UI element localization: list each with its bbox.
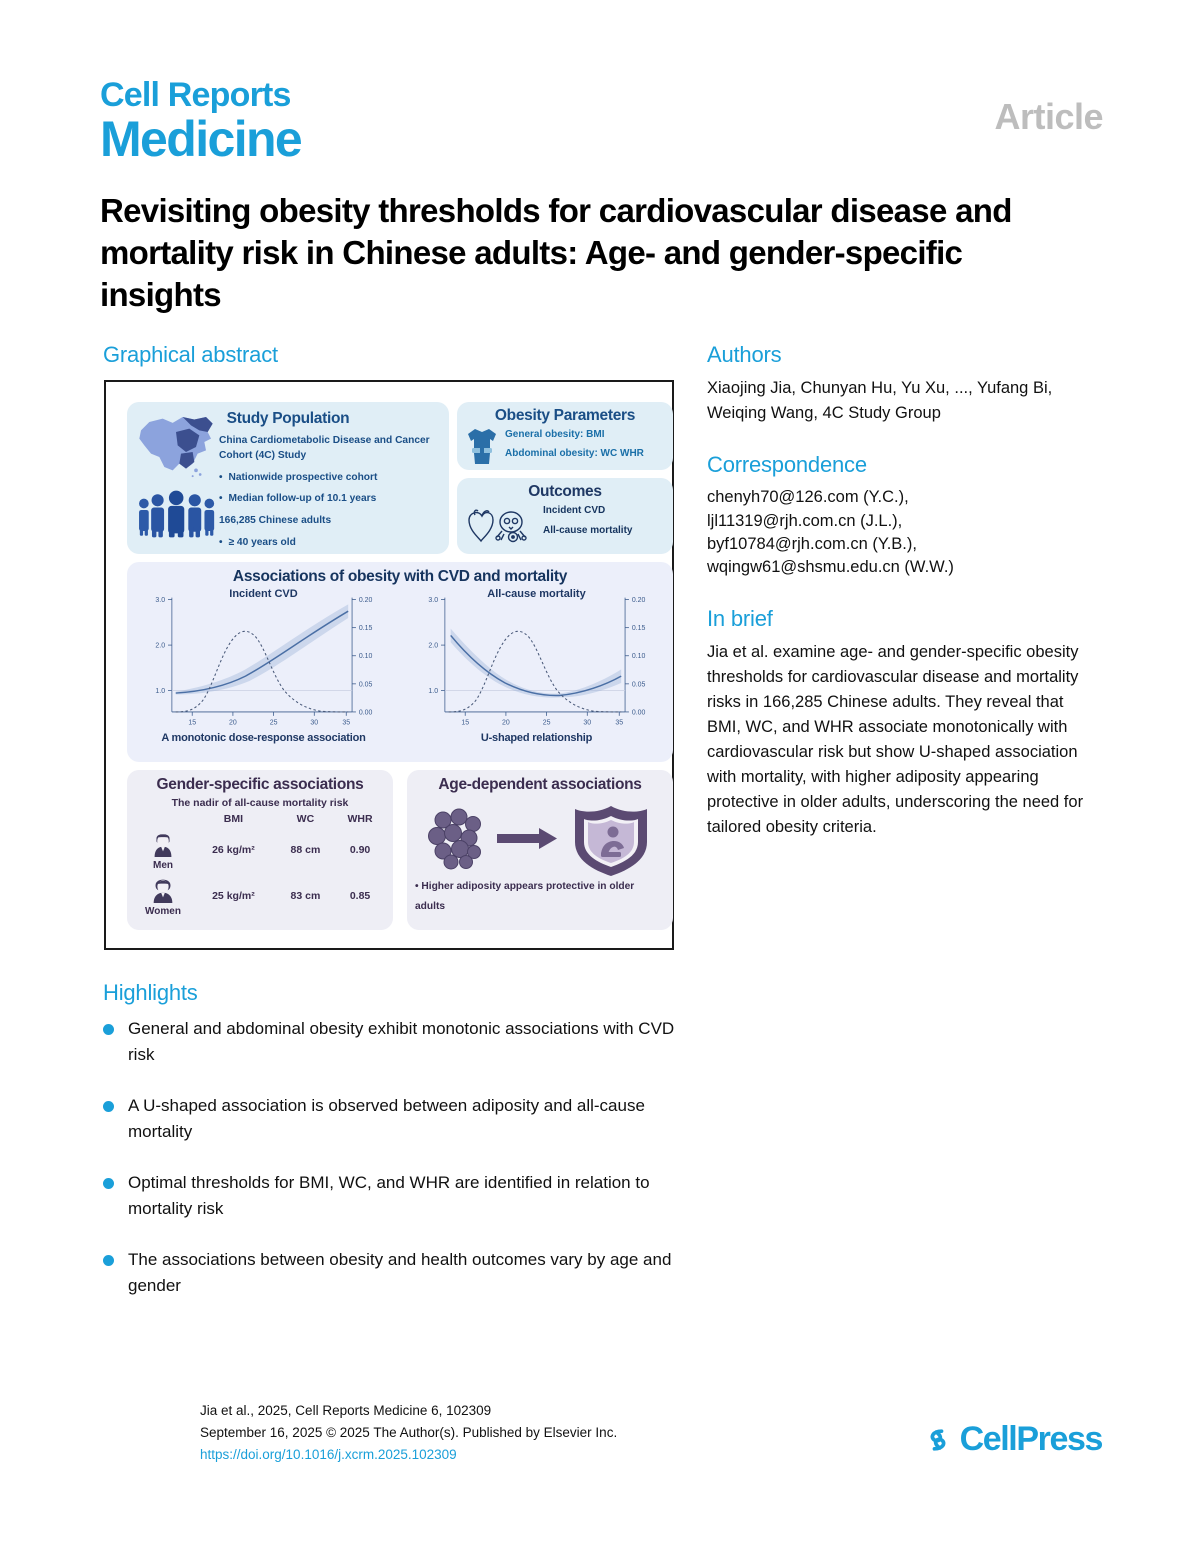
man-avatar-icon bbox=[143, 829, 183, 857]
page-title: Revisiting obesity thresholds for cardiovascular disease and mortality risk in Chinese adults: Age- and gender-specific insights bbox=[100, 192, 1012, 314]
table-header-row bbox=[135, 811, 385, 827]
bullet-dot-icon bbox=[103, 1101, 114, 1112]
heart-and-skull-icon bbox=[463, 506, 529, 546]
svg-text:1.0: 1.0 bbox=[428, 688, 439, 696]
study-bullet-2: • Median follow-up of 10.1 years bbox=[219, 492, 445, 507]
highlights-heading: Highlights bbox=[103, 980, 198, 1005]
obesity-parameters-title: Obesity Parameters bbox=[494, 407, 636, 424]
obesity-param-line-2: Abdominal obesity: WC WHR bbox=[505, 448, 644, 459]
authors-text: Xiaojing Jia, Chunyan Hu, Yu Xu, ..., Yufang Bi, Weiqing Wang, 4C Study Group bbox=[707, 379, 1053, 423]
study-population-body bbox=[219, 434, 445, 551]
women-whr: 0.85 bbox=[349, 890, 371, 902]
list-item bbox=[103, 1170, 703, 1221]
col-header-bmi: BMI bbox=[223, 813, 244, 825]
arrow-icon bbox=[497, 828, 557, 849]
study-bullet-1: • Nationwide prospective cohort bbox=[219, 471, 445, 486]
svg-text:0.20: 0.20 bbox=[631, 596, 646, 604]
svg-text:0.10: 0.10 bbox=[631, 653, 646, 661]
svg-text:0.15: 0.15 bbox=[631, 625, 646, 633]
col-header-whr: WHR bbox=[347, 813, 373, 825]
svg-text:0.05: 0.05 bbox=[631, 681, 646, 689]
chart-2-caption: U-shaped relationship bbox=[480, 732, 593, 744]
outcome-item-1: Incident CVD bbox=[543, 505, 606, 516]
chart-incident-cvd bbox=[127, 586, 400, 746]
highlight-text: General and abdominal obesity exhibit monotonic associations with CVD risk bbox=[128, 1019, 675, 1064]
svg-text:0.00: 0.00 bbox=[358, 709, 373, 717]
obesity-parameters-card bbox=[457, 402, 673, 470]
men-whr: 0.90 bbox=[349, 844, 371, 856]
authors-heading: Authors bbox=[707, 342, 782, 367]
torso-measurement-icon bbox=[465, 426, 499, 464]
woman-avatar-icon bbox=[143, 875, 183, 903]
blank-header bbox=[135, 811, 191, 827]
svg-text:2.0: 2.0 bbox=[428, 642, 439, 650]
footer-citation bbox=[200, 1400, 900, 1466]
row-label-men: Men bbox=[153, 860, 173, 871]
svg-text:0.00: 0.00 bbox=[631, 709, 646, 717]
list-item bbox=[103, 1093, 703, 1144]
graphical-abstract-heading: Graphical abstract bbox=[103, 342, 278, 367]
age-dependent-title: Age-dependent associations bbox=[438, 776, 642, 793]
sample-size: 166,285 Chinese adults bbox=[219, 515, 332, 527]
chart-1-title: Incident CVD bbox=[229, 588, 298, 600]
svg-text:25: 25 bbox=[542, 719, 551, 727]
svg-text:0.15: 0.15 bbox=[358, 625, 373, 633]
bullet-dot-icon: • bbox=[219, 493, 223, 505]
in-brief-block bbox=[707, 606, 1097, 841]
article-type-label: Article bbox=[994, 96, 1103, 137]
correspondence-email-2[interactable]: ljl11319@rjh.com.cn (J.L.), bbox=[707, 511, 903, 530]
gender-specific-card bbox=[127, 770, 393, 930]
journal-name-line2: Medicine bbox=[100, 111, 302, 167]
china-map-icon bbox=[133, 412, 219, 482]
svg-text:30: 30 bbox=[310, 719, 319, 727]
cellpress-wordmark: CellPress bbox=[959, 1420, 1102, 1458]
cohort-name: China Cardiometabolic Disease and Cancer Cohort (4C) Study bbox=[219, 435, 430, 461]
bullet-dot-icon bbox=[103, 1255, 114, 1266]
publication-line: September 16, 2025 © 2025 The Author(s). Published by Elsevier Inc. bbox=[200, 1424, 618, 1440]
associations-card bbox=[127, 562, 673, 762]
svg-text:0.05: 0.05 bbox=[358, 681, 373, 689]
svg-text:3.0: 3.0 bbox=[155, 596, 166, 604]
bullet-dot-icon bbox=[103, 1178, 114, 1189]
svg-text:15: 15 bbox=[188, 719, 197, 727]
list-item bbox=[103, 1016, 703, 1067]
svg-text:30: 30 bbox=[583, 719, 592, 727]
bullet-dot-icon: • bbox=[219, 536, 223, 548]
outcomes-list bbox=[543, 501, 665, 541]
chart-2-svg bbox=[400, 586, 668, 741]
women-bmi: 25 kg/m² bbox=[212, 890, 255, 902]
fat-cells-icon bbox=[429, 809, 481, 869]
shield-protection-icon bbox=[575, 806, 647, 876]
right-column bbox=[707, 342, 1097, 866]
study-population-title: Study Population bbox=[226, 410, 350, 427]
gender-nadir-table bbox=[135, 811, 385, 919]
svg-text:20: 20 bbox=[502, 719, 510, 727]
col-header-wc: WC bbox=[296, 813, 315, 825]
svg-text:20: 20 bbox=[229, 719, 237, 727]
highlight-text: A U-shaped association is observed between adiposity and all-cause mortality bbox=[128, 1096, 645, 1141]
in-brief-text: Jia et al. examine age- and gender-specific obesity thresholds for cardiovascular disease and mortality risks in 166,285 Chinese adults. They reveal that BMI, WC, and WHR associate monotonically with cardiovascular risk but show U-shaped association with mortality, with higher adiposity appearing protective in older adults, underscoring the need for tailored obesity criteria. bbox=[707, 642, 1084, 837]
svg-text:1.0: 1.0 bbox=[155, 688, 166, 696]
authors-block bbox=[707, 342, 1097, 426]
svg-text:0.10: 0.10 bbox=[358, 653, 373, 661]
list-item bbox=[103, 1247, 703, 1298]
correspondence-block bbox=[707, 452, 1097, 580]
table-row bbox=[135, 827, 385, 873]
associations-title: Associations of obesity with CVD and mortality bbox=[232, 568, 568, 585]
correspondence-email-4[interactable]: wqingw61@shsmu.edu.cn (W.W.) bbox=[707, 558, 954, 577]
journal-masthead bbox=[100, 76, 302, 167]
study-population-card bbox=[127, 402, 449, 554]
svg-text:3.0: 3.0 bbox=[428, 596, 439, 604]
men-icon-cell bbox=[135, 827, 191, 873]
journal-name-line1: Cell Reports bbox=[100, 76, 291, 114]
gender-specific-subtitle: The nadir of all-cause mortality risk bbox=[171, 797, 349, 809]
svg-text:35: 35 bbox=[615, 719, 624, 727]
chart-1-caption: A monotonic dose-response association bbox=[161, 732, 366, 744]
graphical-abstract-figure bbox=[104, 380, 674, 950]
associations-charts bbox=[127, 586, 673, 746]
people-group-icon bbox=[135, 488, 219, 544]
highlight-text: Optimal thresholds for BMI, WC, and WHR are identified in relation to mortality risk bbox=[128, 1173, 650, 1218]
svg-text:15: 15 bbox=[461, 719, 470, 727]
svg-text:25: 25 bbox=[269, 719, 278, 727]
highlights-section bbox=[103, 980, 703, 1324]
age-dependent-card bbox=[407, 770, 673, 930]
women-icon-cell bbox=[135, 873, 191, 919]
correspondence-email-3[interactable]: byf10784@rjh.com.cn (Y.B.), bbox=[707, 535, 917, 553]
correspondence-email-1[interactable]: chenyh70@126.com (Y.C.), bbox=[707, 488, 909, 507]
row-label-women: Women bbox=[145, 906, 181, 917]
men-wc: 88 cm bbox=[290, 844, 321, 856]
correspondence-heading: Correspondence bbox=[707, 452, 867, 478]
svg-text:35: 35 bbox=[342, 719, 351, 727]
gender-specific-title: Gender-specific associations bbox=[156, 776, 364, 793]
bullet-dot-icon: • bbox=[219, 471, 223, 483]
chart-all-cause-mortality bbox=[400, 586, 673, 746]
study-bullet-3: • ≥ 40 years old bbox=[219, 536, 445, 551]
in-brief-heading: In brief bbox=[707, 605, 773, 631]
cellpress-mark-icon bbox=[923, 1425, 953, 1455]
highlight-text: The associations between obesity and health outcomes vary by age and gender bbox=[128, 1250, 672, 1295]
chart-2-title: All-cause mortality bbox=[487, 588, 586, 600]
obesity-param-line-1: General obesity: BMI bbox=[505, 429, 605, 440]
cellpress-logo bbox=[923, 1420, 1102, 1459]
chart-1-svg bbox=[127, 586, 395, 741]
highlights-list bbox=[103, 1016, 703, 1298]
women-wc: 83 cm bbox=[290, 890, 321, 902]
svg-text:0.20: 0.20 bbox=[358, 596, 373, 604]
adiposity-protection-diagram bbox=[415, 800, 665, 876]
men-bmi: 26 kg/m² bbox=[212, 844, 255, 856]
outcome-item-2: All-cause mortality bbox=[543, 525, 633, 536]
outcomes-title: Outcomes bbox=[528, 483, 602, 500]
table-row bbox=[135, 873, 385, 919]
doi-link[interactable]: https://doi.org/10.1016/j.xcrm.2025.102309 bbox=[200, 1446, 457, 1462]
age-dependent-note: • Higher adiposity appears protective in older adults bbox=[415, 881, 635, 912]
bullet-dot-icon bbox=[103, 1024, 114, 1035]
citation-line: Jia et al., 2025, Cell Reports Medicine 6, 102309 bbox=[200, 1403, 492, 1418]
svg-text:2.0: 2.0 bbox=[155, 642, 166, 650]
outcomes-card bbox=[457, 478, 673, 554]
